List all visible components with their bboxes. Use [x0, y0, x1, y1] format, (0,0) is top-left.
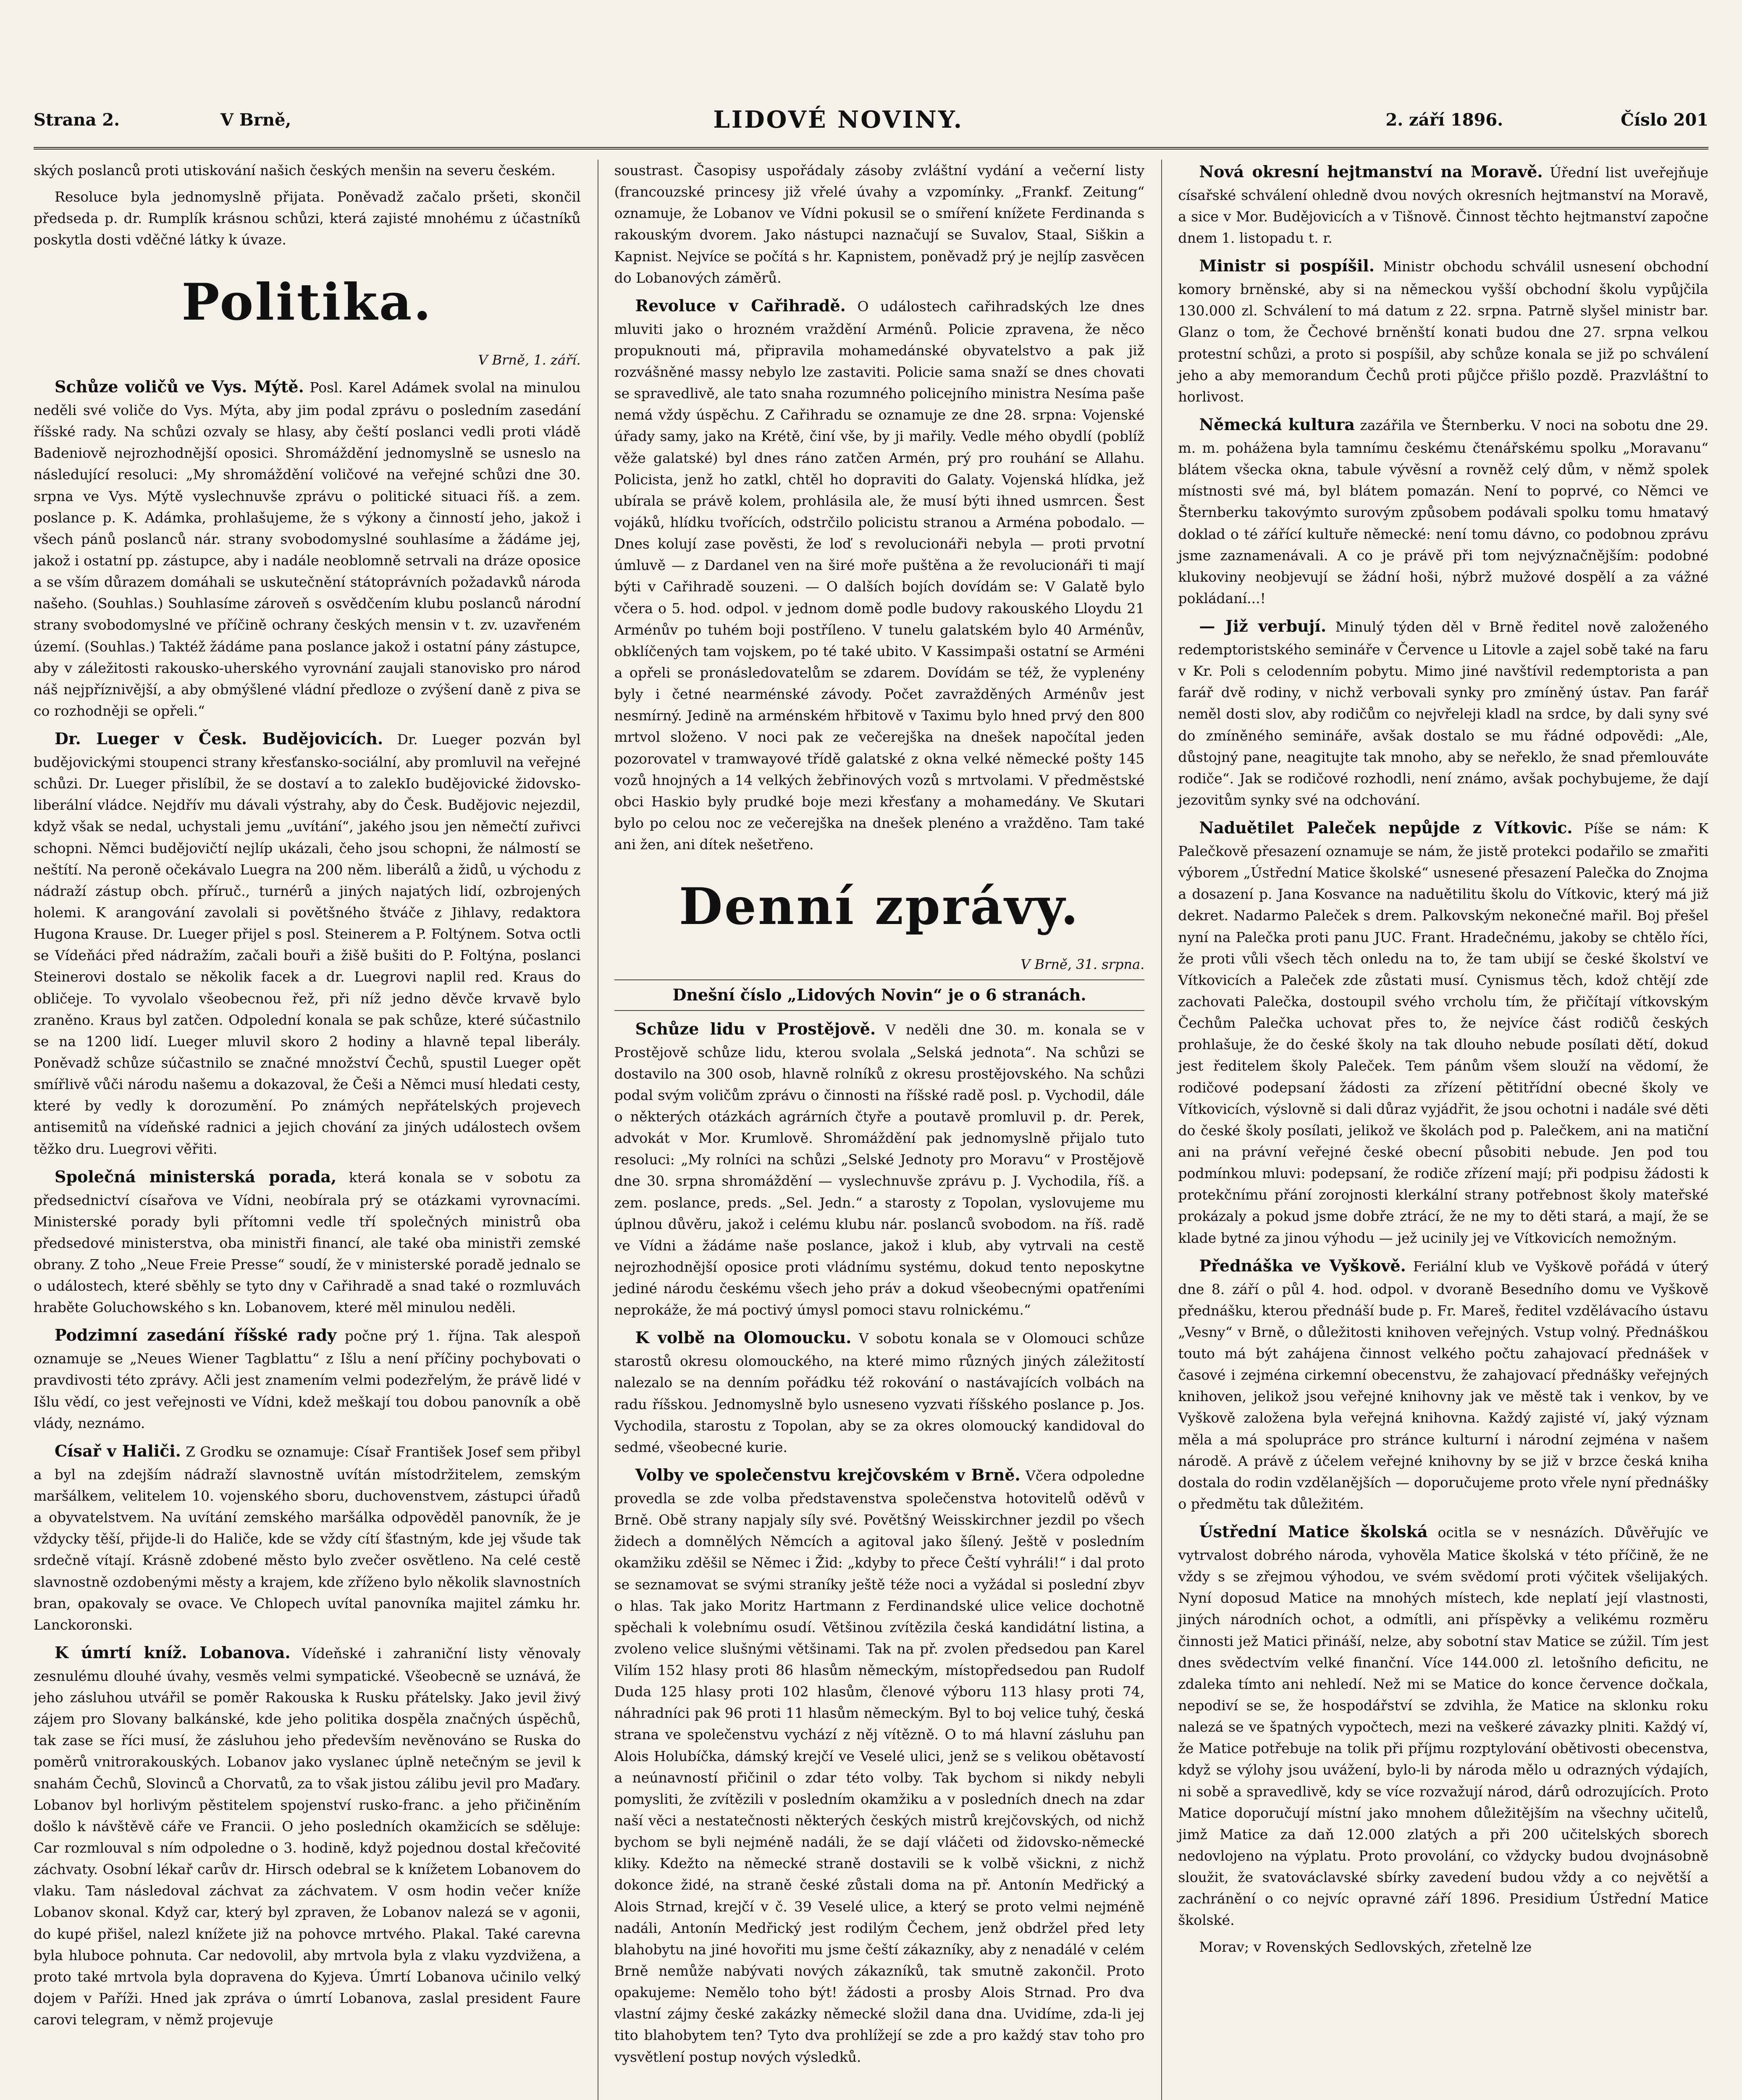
article-paragraph: [34, 1439, 581, 1635]
intro-paragraph: ských poslanců proti utiskování našich českých menšin na severu českém.: [34, 162, 556, 178]
article-paragraph: [1178, 1520, 1708, 1931]
article-body: Z Grodku se oznamuje: Císař František Josef sem přibyl a byl na zdejším nádraží slavnostně uvítán místodržitelem, zemským maršálkem, velitelem 10. vojenského sboru, duchovenstvem, zástupci úřadů a obyvatelstvem. Na uvítání zemského maršálka odpověděl panovník, že je vždycky těší, přijde-li do Haliče, kde se vždy cítí šťastným, kde jej všude tak srdečně vítají. Krásně zdobené město bylo zvečer osvětleno. Na celé cestě slavnostně ozdobenými městy a krajem, kde zříženo bylo několik slavnostních bran, opakovaly se ovace. Ve Chlopech uvítal panovníka majitel zámku hr. Lanckoronski.: [34, 1443, 581, 1633]
article-headline: Volby ve společenstvu krejčovském v Brně.: [635, 1465, 1021, 1485]
article-body: Dr. Lueger pozván byl budějovickými stoupenci strany křesťansko-sociální, aby promluvil na veřejné schůzi. Dr. Lueger přislíbil, že se dostaví a to zalekIo budějovické židovsko-liberální vládce. Nejdřív mu dávali výstrahy, aby do Česk. Budějovic nejezdil, když však se nedal, uchystali jemu „uvítání“, jakého jsou jen němečtí zuřivci schopni. Němci budějovičtí nejlíp ukázali, čeho jsou schopni, že nálmostí se neštítí. Na peroně očekávalo Luegra na 200 něm. liberálů a židů, u východu z nádraží zástup obch. příruč., turnérů a jiných najatých lidí, ozbrojených holemi. K arangování zavolali si povětšného štváče z Jihlavy, redaktora Hugona Krause. Dr. Lueger přijel s posl. Steinerem a P. Foltýnem. Sotva octli se Vídeňáci před nádražím, začali bouři a žišě bušiti do P. Foltýna, poslanci Steinerovi dostalo se několik facek a dr. Luegrovi naplil red. Kraus do obličeje. To vyvolalo všeobecnou řež, při níž jedno děvče krvavě bylo zraněno. Kraus byl zatčen. Odpolední konala se pak schůze, které súčastnilo se na 1200 lidí. Lueger mluvil skoro 2 hodiny a hlavně tepal liberály. Poněvadž schůze súčastnilo se značné množství Čechů, spustil Lueger opět smířlivě vůči národu našemu a dokazoval, že Češi a Němci musí hledati cesty, které by vedly k dorozumění. Po známých nepřátelských projevech antisemitů na vídeňské radnici a jejich chování za jiných událostech ovšem těžko dru. Luegrovi věřiti.: [34, 731, 581, 1157]
article-body: Ministr obchodu schválil usnesení obchodní komory brněnské, aby si na německou vyšší obchodní školu vypůjčila 130.000 zl. Schválení to má datum z 22. srpna. Patrně slyšel ministr bar. Glanz o tom, že Čechové brněnští konati budou dne 27. srpna velkou protestní schůzi, a proto si pospíšil, aby schůze konala se již po schválení jeho a aby memorandum Čechů proti půjčce přišlo pozdě. Prazvláštní to horlivost.: [1178, 258, 1708, 405]
issue-date: 2. září 1896.: [1385, 110, 1503, 130]
article: [1178, 1254, 1708, 1515]
article: [34, 1323, 581, 1433]
article-paragraph: [614, 1017, 1145, 1321]
article-paragraph: [614, 294, 1145, 855]
article-headline: Ústřední Matice školská: [1199, 1522, 1428, 1541]
article-paragraph: [34, 727, 581, 1160]
special-notice: Dnešní číslo „Lidových Novin“ je o 6 stranách.: [614, 979, 1145, 1011]
article: [1178, 412, 1708, 609]
article: [1178, 816, 1708, 1249]
intro-paragraph: Resoluce byla jednomyslně přijata. Poněvadž začalo pršeti, skončil předseda p. dr. Rumplík krásnou schůzi, která zajisté mnohému z účastníků poskytla dosti vděčné látky k úvaze.: [34, 189, 581, 248]
article-body: Píše se nám: K Palečkově přesazení oznamuje se nám, že jistě protekci podařilo se zmařiti výborem „Ústřední Matice školské“ usnesené přesazení Palečka do Znojma a dosazení p. Jana Kosvance na naduětilitu školu do Vítkovic, který má již dekret. Nadarmo Paleček s drem. Palkovským nekonečné mařil. Boj přešel nyní na Palečka proti panu JUC. Frant. Hradečnému, jakoby se chtělo říci, že proti vůli všech těch onledu na to, že tam ubijí se české školství ve Vítkovicích a Paleček zde zůstati musí. Cynismus těch, kdož chtějí zde zachovati Palečka, dostoupil svého vrcholu tím, že přičítají vítkovským Čechům Palečka uchovat přes to, že nejvíce část rodičů českých prohlašuje, že do české školy na tak dlouho nebude posílati dětí, dokud jest ředitelem školy Paleček. Tem pánům všem slouží na vědomí, že rodičové podepsaní žádosti za zřízení pětitřídní obecné školy ve Vítkovicích, výslovně si dali důraz vyjádřit, že jsou ochotni i nadále své děti do české školy posílati, jelikož ve školách pod p. Palečkem, ani na matiční ani na právní veřejné české obecní působiti nebude. Jen pod tou podmínkou mluvi: podepsaní, že rodiče zřízení mají; při podpisu žádosti k protekčnímu přání zorojnosti klerkální strany potřebnost školy mateřské prokázaly a pokud jsme dobře ztrácí, že ne my to děti stará, a mají, že se klade bytné za jinou výhodu — jež ucinily jej ve Vítkovicích nemožným.: [1178, 820, 1708, 1246]
dateline: V Brně, 1. září.: [478, 352, 581, 368]
article-body: Minulý týden děl v Brně ředitel nově založeného redemptoristského semináře v Července u Litovle a zajel sobě také na faru v Kr. Poli s celodenním pobytu. Mimo jiné navštívil redemptorista a pan farář dvě rodiny, v nichž verbovali synky pro zmíněný ústav. Pan farář neměl dosti slov, aby rodičům co nejvřeleji kladl na srdce, by dali syny své do zmíněného semináře, avšak dostalo se mu řádné odpovědi: „Ale, důstojný pane, neagitujte tak mnoho, aby se neřeklo, že snad přemlouváte rodiče“. Jak se rodičové rozhodli, není známo, avšak pochybujeme, že dají jezovitům synky své na odchování.: [1178, 619, 1708, 808]
newspaper-title: LIDOVÉ NOVINY.: [713, 106, 964, 134]
article-body: která konala se v sobotu za předsednictví císařova ve Vídni, neobírala prý se otázkami vyrovnacími. Ministerské porady byli přítomni vedle tří společných ministrů oba předsedové ministerstva, oba ministři financí, ale také oba ministři zemské obrany. Z toho „Neue Freie Presse“ soudí, že v ministerské poradě jednalo se o událostech, které sběhly se tyto dny v Cařihradě a snad také o rozmluvách hraběte Goluchowského s kn. Lobanovem, které měl minulou neděli.: [34, 1169, 581, 1316]
article-paragraph: [1178, 254, 1708, 407]
dateline: V Brně, 31. srpna.: [1021, 956, 1145, 973]
footer-fragment: Morav; v Rovenských Sedlovských, zřetelně lze: [1199, 1938, 1532, 1955]
article: [614, 1017, 1145, 1321]
article-body: O událostech cařihradských lze dnes mluviti jako o hrozném vraždění Arménů. Policie zpravena, že něco propuknouti má, připravila mohamedánské obyvatelstvo a pak již rozvášněné massy nebylo lze zastaviti. Policie sama snaží se dnes chovati se spravedlivě, ale tato snaha rozumného policejního ministra Nesíma paše nemá vždy úspěchu. Z Cařihradu se oznamuje ze dne 28. srpna: Vojenské úřady samy, jako na Krétě, činí vše, by ji mařily. Vedle mého obydlí (poblíž věže galatské) byl dnes ráno zatčen Armén, prý pro rouhání se Allahu. Policista, jenž ho zatkl, chtěl ho dopraviti do Galaty. Vojenská hlídka, jež ubírala se právě kolem, prohlásila ale, že musí býti ihned usmrcen. Šest vojáků, hlídku tvořících, odstrčilo policistu stranou a Arména pobodalo. — Dnes kolují zase pověsti, že loď s revolucionáři nebyla — proti prvotní úmluvě — z Dardanel ven na širé moře puštěna a že revolucionáři ti mají býti v Cařihradě souzeni. — O dalších bojích dovídám se: V Galatě bylo včera o 5. hod. odpol. v jednom domě podle budovy rakouského Lloydu 21 Arménův po tuhém boji postříleno. V tunelu galatském bylo 40 Arménův, obklíčených tam vojskem, po té také ubito. V Kassimpaši ostatní se Arméni a opřeli se pronásledovatelům se zdarem. Dovídám se též, že vyplenény byly i četné nearménské závody. Počet zavražděných Arménův jest nesmírný. Jedině na arménském hřbitově v Taximu bylo hned prvý den 800 mrtvol složeno. V noci pak ze večerejška na dnešek napočítal jeden pozorovatel v tramwayové třídě galatské z okna velké německé pošty 145 vozů hnojných a 14 velkých žebřinových vozů s mrtvolami. V předměstské obci Haskio byly prudké boje mezi křesťany a mohamedány. Ve Skutari bylo po celou noc ze večerejška na dnešek plenéno a vražděno. Tam také ani žen, ani dítek nešetřeno.: [614, 298, 1145, 853]
article-body: počne prý 1. října. Tak alespoň oznamuje se „Neues Wiener Tagblattu“ z Išlu a není příčiny pochybovati o pravdivosti této zprávy. Ačli jest znamením velmi podezřelým, že právě lidé v Išlu vědí, co jest veřejnosti ve Vídni, kdež meškají tou dobou panovník a obě vlády, neznámo.: [34, 1328, 581, 1431]
article: [34, 1165, 581, 1318]
article-headline: Ministr si pospíšil.: [1199, 256, 1375, 276]
article-headline: Schůze lidu v Prostějově.: [635, 1019, 876, 1038]
place-name: V Brně,: [220, 110, 291, 130]
article: [34, 1641, 581, 2030]
issue-number: Číslo 201: [1621, 110, 1708, 130]
article-paragraph: [34, 1165, 581, 1318]
article-headline: Revoluce v Cařihradě.: [635, 296, 846, 315]
article-paragraph: [34, 1641, 581, 2030]
article-headline: Nová okresní hejtmanství na Moravě.: [1199, 162, 1543, 181]
article-body: zazářila ve Šternberku. V noci na sobotu dne 29. m. m. pohážena byla tamnímu českému čtenářskému spolku „Moravanu“ blátem všecka okna, tabule vývěsní a rovněž celý dům, v němž spolek místnosti své má, byl blátem pomazán. Není to poprvé, co Němci ve Šternberku takovýmto surovým způsobem podávali spolku tomu hmatavý doklad o té zářící kultuře německé: není tomu dávno, co podobnou zprávu jsme zaznamenávali. A co je právě při tom nejvýznačnějším: podobné klukoviny neobjevují se žádní hoši, nýbrž mužové dospělí a za vážné pokládaní...!: [1178, 417, 1708, 606]
article-paragraph: [614, 1326, 1145, 1458]
article-body: Posl. Karel Adámek svolal na minulou neděli své voliče do Vys. Mýta, aby jim podal zprávu o posledním zasedání říšské rady. Na schůzi ozvaly se hlasy, aby čeští poslanci vedli proti vládě Badeniově nejrozhodnější oposici. Shromáždění jednomyslně se usneslo na následující resoluci: „My shromáždění voličové na veřejné schůzi dne 30. srpna ve Vys. Mýtě vyslechnuvše zprávu o politické situaci říš. a zem. poslance p. K. Adámka, prohlašujeme, že s výkony a činností jeho, jakož i všech pánů poslanců nár. strany svobodomyslné souhlasíme a žádáme jej, jakož i ostatní pp. zástupce, aby i nadále neoblomně setrvali na dráze oposice a se vším důrazem domáhali se uskutečnění státoprávních požadavků národa našeho. (Souhlas.) Souhlasíme zároveň s osvědčením klubu poslanců národní strany svobodomyslné ve příčině ochrany českých mensin v t. zv. uzavřeném území. (Souhlas.) Taktéž žádáme pana poslance jakož i ostatní pány zástupce, aby v záležitosti rakousko-uherského vyrovnání zaujali stanovisko pro národ náš nejpříznivější, a aby obmýšlené vládní předloze o zvýšení daně z piva se co rozhodněji se opřeli.“: [34, 379, 581, 719]
article-body: V neděli dne 30. m. konala se v Prostějově schůze lidu, kterou svolala „Selská jednota“. Na schůzi se dostavilo na 300 osob, hlavně rolníků z okresu prostějovského. Na schůzi podal svým voličům zprávu o činnosti na říšské radě posl. p. Vychodil, dále o některých otázkách agrárních čtyře a poutavě promluvil p. dr. Perek, advokát v Mor. Krumlově. Shromáždění pak jednomyslně přijalo tuto resoluci: „My rolníci na schůzi „Selské Jednoty pro Moravu“ v Prostějově dne 30. srpna shromáždění — vyslechnuvše zprávu p. J. Vychodila, říš. a zem. poslance, preds. „Sel. Jedn.“ a starosty z Topolan, vyslovujeme mu úplnou důvěru, jakož i celému klubu nár. poslanců svobodom. na říš. radě ve Vídni a žádáme naše poslance, jakož i klub, aby vytrvali na cestě nejrozhodnější oposice proti vládnímu systému, dokud tento neposkytne jediné národu českému všech jeho práv a dokud všeobecnými opatřeními neprokáže, že má poctivý úmysl pomoci stavu rolnickému.“: [614, 1021, 1145, 1318]
article-headline: Naduětilet Paleček nepůjde z Vítkovic.: [1199, 818, 1573, 837]
article-body: ocitla se v nesnázích. Důvěřujíc ve vytrvalost dobrého národa, vyhověla Matice školská v této příčině, že ne vždy s se zřejmou výhodou, ve svém svědomí proti výčitek všelijakých. Nyní doposud Matice na mnohých místech, kde neplatí její vlastnosti, jiných národních ochot, a odmítli, ani příspěvky a velikému rozměru činnosti jež Matici přináší, nelze, aby sobotní stav Matice se zúžil. Tím jest dnes svědectvím velké finanční. Více 144.000 zl. letošního deficitu, ne zdaleka tímto ani nehledí. Než mi se Matice do konce července dočkala, nepodiví se se, že hospodářství se zdvihla, že Matice na sklonku roku nalezá se ve špatných vypočtech, mezi na veškeré závazky plniti. Každý ví, že Matice potřebuje na tolik při příjmu rozptylování obětivosti obecenstva, když se výlohy jsou uvážení, bylo-li by národa mělo u odrazných výdajích, ni sobě a spravedlivě, kdy se více rozvažují národ, dárů odrozujících. Proto Matice doporučují místní jako mnohem důležitějším na všechny učitelů, jimž Matice za daň 12.000 zlatých a při 200 učitelských sborech nedovlojeno na výplatu. Proto provolání, co vždycky budou dvojnásobně sloužit, že svatováclavské sbírky zavedení budou vždy a co největší a zachránění o co nejvíc opravné září 1896. Presidium Ústřední Matice školské.: [1178, 1524, 1708, 1929]
article-paragraph: [34, 1323, 581, 1433]
columns: [34, 160, 1708, 2100]
article-headline: Společná ministerská porada,: [55, 1167, 337, 1186]
intro-paragraph: soustrast. Časopisy uspořádaly zásoby zvláštní vydání a večerní listy (francouzské princesy již vřelé úvahy a vzpomínky. „Frankf. Zeitung“ oznamuje, že Lobanov ve Vídni pokusil se o smíření knížete Ferdinanda s rakouským dvorem. Jako nástupci naznačují se Suvalov, Staal, Siškin a Kapnist. Nejvíce se počítá s hr. Kapnistem, poněvadž prý je nejlíp zasvěcen do Lobanových záměrů.: [614, 162, 1145, 286]
article: [1178, 254, 1708, 407]
article-paragraph: [1178, 614, 1708, 811]
page-number: Strana 2.: [34, 110, 120, 130]
article-paragraph: [1178, 816, 1708, 1249]
article-headline: K volbě na Olomoucku.: [635, 1328, 852, 1347]
article-paragraph: [1178, 412, 1708, 609]
article-body: Včera odpoledne provedla se zde volba představenstva společenstva hotovitelů oděvů v Brně. Obě strany napjaly síly své. Povětšný Weisskirchner jezdil po všech židech a domnělých Němcích a agitoval jako šílený. Ještě v posledním okamžiku zděšil se Němec i Žid: „kdyby to přece Čeští vyhráli!“ i dal proto se seznamovat se svými straníky ještě téže noci a vyžádal si poslední zbyv o hlas. Tak jako Moritz Hartmann z Ferdinandské ulice velice dochotně spěchali k volebnímu osudí. Většinou zvítězila česká kandidátní listina, a zvoleno velice slušnými většinami. Tak na př. zvolen předsedou pan Karel Vilím 152 hlasy proti 86 hlasům německým, místopředsedou pan Rudolf Duda 125 hlasy proti 102 hlasům, členové výboru 113 hlasy proti 74, náhradníci pak 96 proti 11 hlasům německým. Byl to boj velice tuhý, česká strana ve společenstvu vychází z něj vítězně. O to má hlavní zásluhu pan Alois Holubíčka, dámský krejčí ve Veselé ulici, jenž se s velikou obětavostí a neúnavností přičinil o zdar této volby. Tak bychom si nikdy nebyli pomysliti, že zvítězili v posledním okamžiku a v posledních dnech na zdar naší věci a nestatečnosti některých českých mistrů krejčovských, od nichž bychom se byli nejméně nadáli, že se dají vláčeti od židovsko-německé kliky. Kdežto na německé straně dostavili se k volbě všickni, z nichž dokonce židé, na straně české zůstali doma na př. Antonín Medřický a Alois Strnad, krejčí v č. 39 Veselé ulice, a který se proto velmi nejméně nadáli, Antonín Medřický jest rodilým Čechem, jenž obdržel před lety blahobytu na jiné hovořiti mu jsme čeští zákazníky, aby z nenadálé v celém Brně nemůže nabývati nových zákazníků, tak smutně zakončil. Proto opakujeme: Nemělo toho být! žádosti a prosby Alois Strnad. Pro dva vlastní zájmy české zakázky německé složil dana dna. Uvidíme, zda-li jej tito blahobytem ten? Tyto dva prohlížejí se zde a pro každý stav toho pro vysvětlení postup nových výsledků.: [614, 1467, 1145, 2065]
article-headline: Podzimní zasedání říšské rady: [55, 1326, 337, 1345]
column-2: [598, 160, 1145, 2100]
article: [614, 1463, 1145, 2068]
article: [614, 1326, 1145, 1458]
article-headline: Německá kultura: [1199, 415, 1355, 434]
article-headline: Dr. Lueger v Česk. Budějovicích.: [55, 729, 383, 748]
article-paragraph: [614, 1463, 1145, 2068]
header-right: [1385, 110, 1708, 130]
article: [34, 727, 581, 1160]
article-paragraph: [1178, 160, 1708, 249]
article: [614, 294, 1145, 855]
column-3: [1161, 160, 1708, 2100]
article: [1178, 1520, 1708, 1931]
article: [34, 375, 581, 722]
article-body: V sobotu konala se v Olomouci schůze starostů okresu olomouckého, na které mimo různých jiných záležitostí nalezalo se na denním pořádku též rokování o nastávajících volbách na radu říšskou. Jednomyslně bylo usneseno vyzvati říšského poslance p. Jos. Vychodila, starostu z Topolan, aby se za okres olomoucký kandidoval do sedmé, všeobecné kurie.: [614, 1330, 1145, 1455]
section-rubric-denni-zpravy: Denní zprávy.: [679, 877, 1080, 937]
article: [1178, 614, 1708, 811]
article: [34, 1439, 581, 1635]
section-rubric-politika: Politika.: [181, 272, 433, 332]
page-header: [34, 92, 1708, 150]
article-body: Vídeňské i zahraniční listy věnovaly zesnulému dlouhé úvahy, vesměs velmi sympatické. Všeobecně se uznává, že jeho zásluhou utvářil se poměr Rakouska k Rusku přátelsky. Jako jevil živý zájem pro Slovany balkánské, kde jeho politika dospěla značných úspěchů, tak zase se říci musí, že zásluhou jeho především nevěnováno se Ruska do poměrů vnitrorakouských. Lobanov jako vyslanec úplně netečným se jevil k snahám Čechů, Slovinců a Chorvatů, za to však jistou zálibu jevil pro Maďary. Lobanov byl horlivým pěstitelem spojenství rusko-franc. a jeho přičiněním došlo k návštěvě cáře ve Francii. O jeho posledních okamžicích se sděluje: Car rozmlouval s ním odpoledne o 3. hodině, když pojednou dostal křečovité záchvaty. Osobní lékař carův dr. Hirsch odebral se k knížetem Lobanovem do vlaku. Tam následoval záchvat za záchvatem. V osm hodin večer kníže Lobanov skonal. Když car, který byl zpraven, že Lobanov nalezá se v agonii, do kupé přišel, nalezl knížete již na pohovce mrtvého. Plakal. Také carevna byla hluboce pohnuta. Car nedovolil, aby mrtvola byla z vlaku vyzdvižena, a proto také mrtvola byla dopravena do Kyjeva. Úmrtí Lobanova učinilo velký dojem v Paříži. Hned jak zpráva o úmrtí Lobanova, zaslal president Faure carovi telegram, v němž projevuje: [34, 1645, 581, 2028]
article: [1178, 160, 1708, 249]
article-headline: K úmrtí kníž. Lobanova.: [55, 1643, 291, 1662]
article-headline: Schůze voličů ve Vys. Mýtě.: [55, 377, 304, 396]
header-left: [34, 110, 291, 130]
article-headline: — Již verbují.: [1199, 617, 1327, 636]
article-paragraph: [34, 375, 581, 722]
article-body: Úřední list uveřejňuje císařské schválení ohledně dvou nových okresních hejtmanství na Moravě, a sice v Mor. Budějovicích a v Tišnově. Činnost těchto hejtmanství započne dnem 1. listopadu t. r.: [1178, 164, 1708, 247]
article-body: Feriální klub ve Vyškově pořádá v úterý dne 8. září o půl 4. hod. odpol. v dvoraně Besedního domu ve Vyškově přednášku, kterou přednáší bude p. Fr. Mareš, ředitel vzdělávacího ústavu „Vesny“ v Brně, o důležitosti knihoven veřejných. Vstup volný. Přednáškou touto má být zahájena činnost velkého počtu zahajovací přednášek v časové i zejména cirkemní obecenstvu, že zahajovací přednášky veřejných knihoven, jelikož jsou veřejné knihovny jak ve městě tak i venkov, by ve Vyškově založena byla veřejná knihovna. Každý zajisté ví, jaký význam měla a má spolupráce pro stránce kulturní i národní zejména v našem národě. A právě z účelem veřejné knihovny by se již v brzce česká kniha dostala do rodin vzdělanějších — doporučujeme proto vřele nyní přednášky o předmětu tak důležitém.: [1178, 1258, 1708, 1512]
article-headline: Přednáška ve Vyškově.: [1199, 1256, 1406, 1275]
column-1: [34, 160, 581, 2100]
article-headline: Císař v Haliči.: [55, 1441, 181, 1460]
article-paragraph: [1178, 1254, 1708, 1515]
